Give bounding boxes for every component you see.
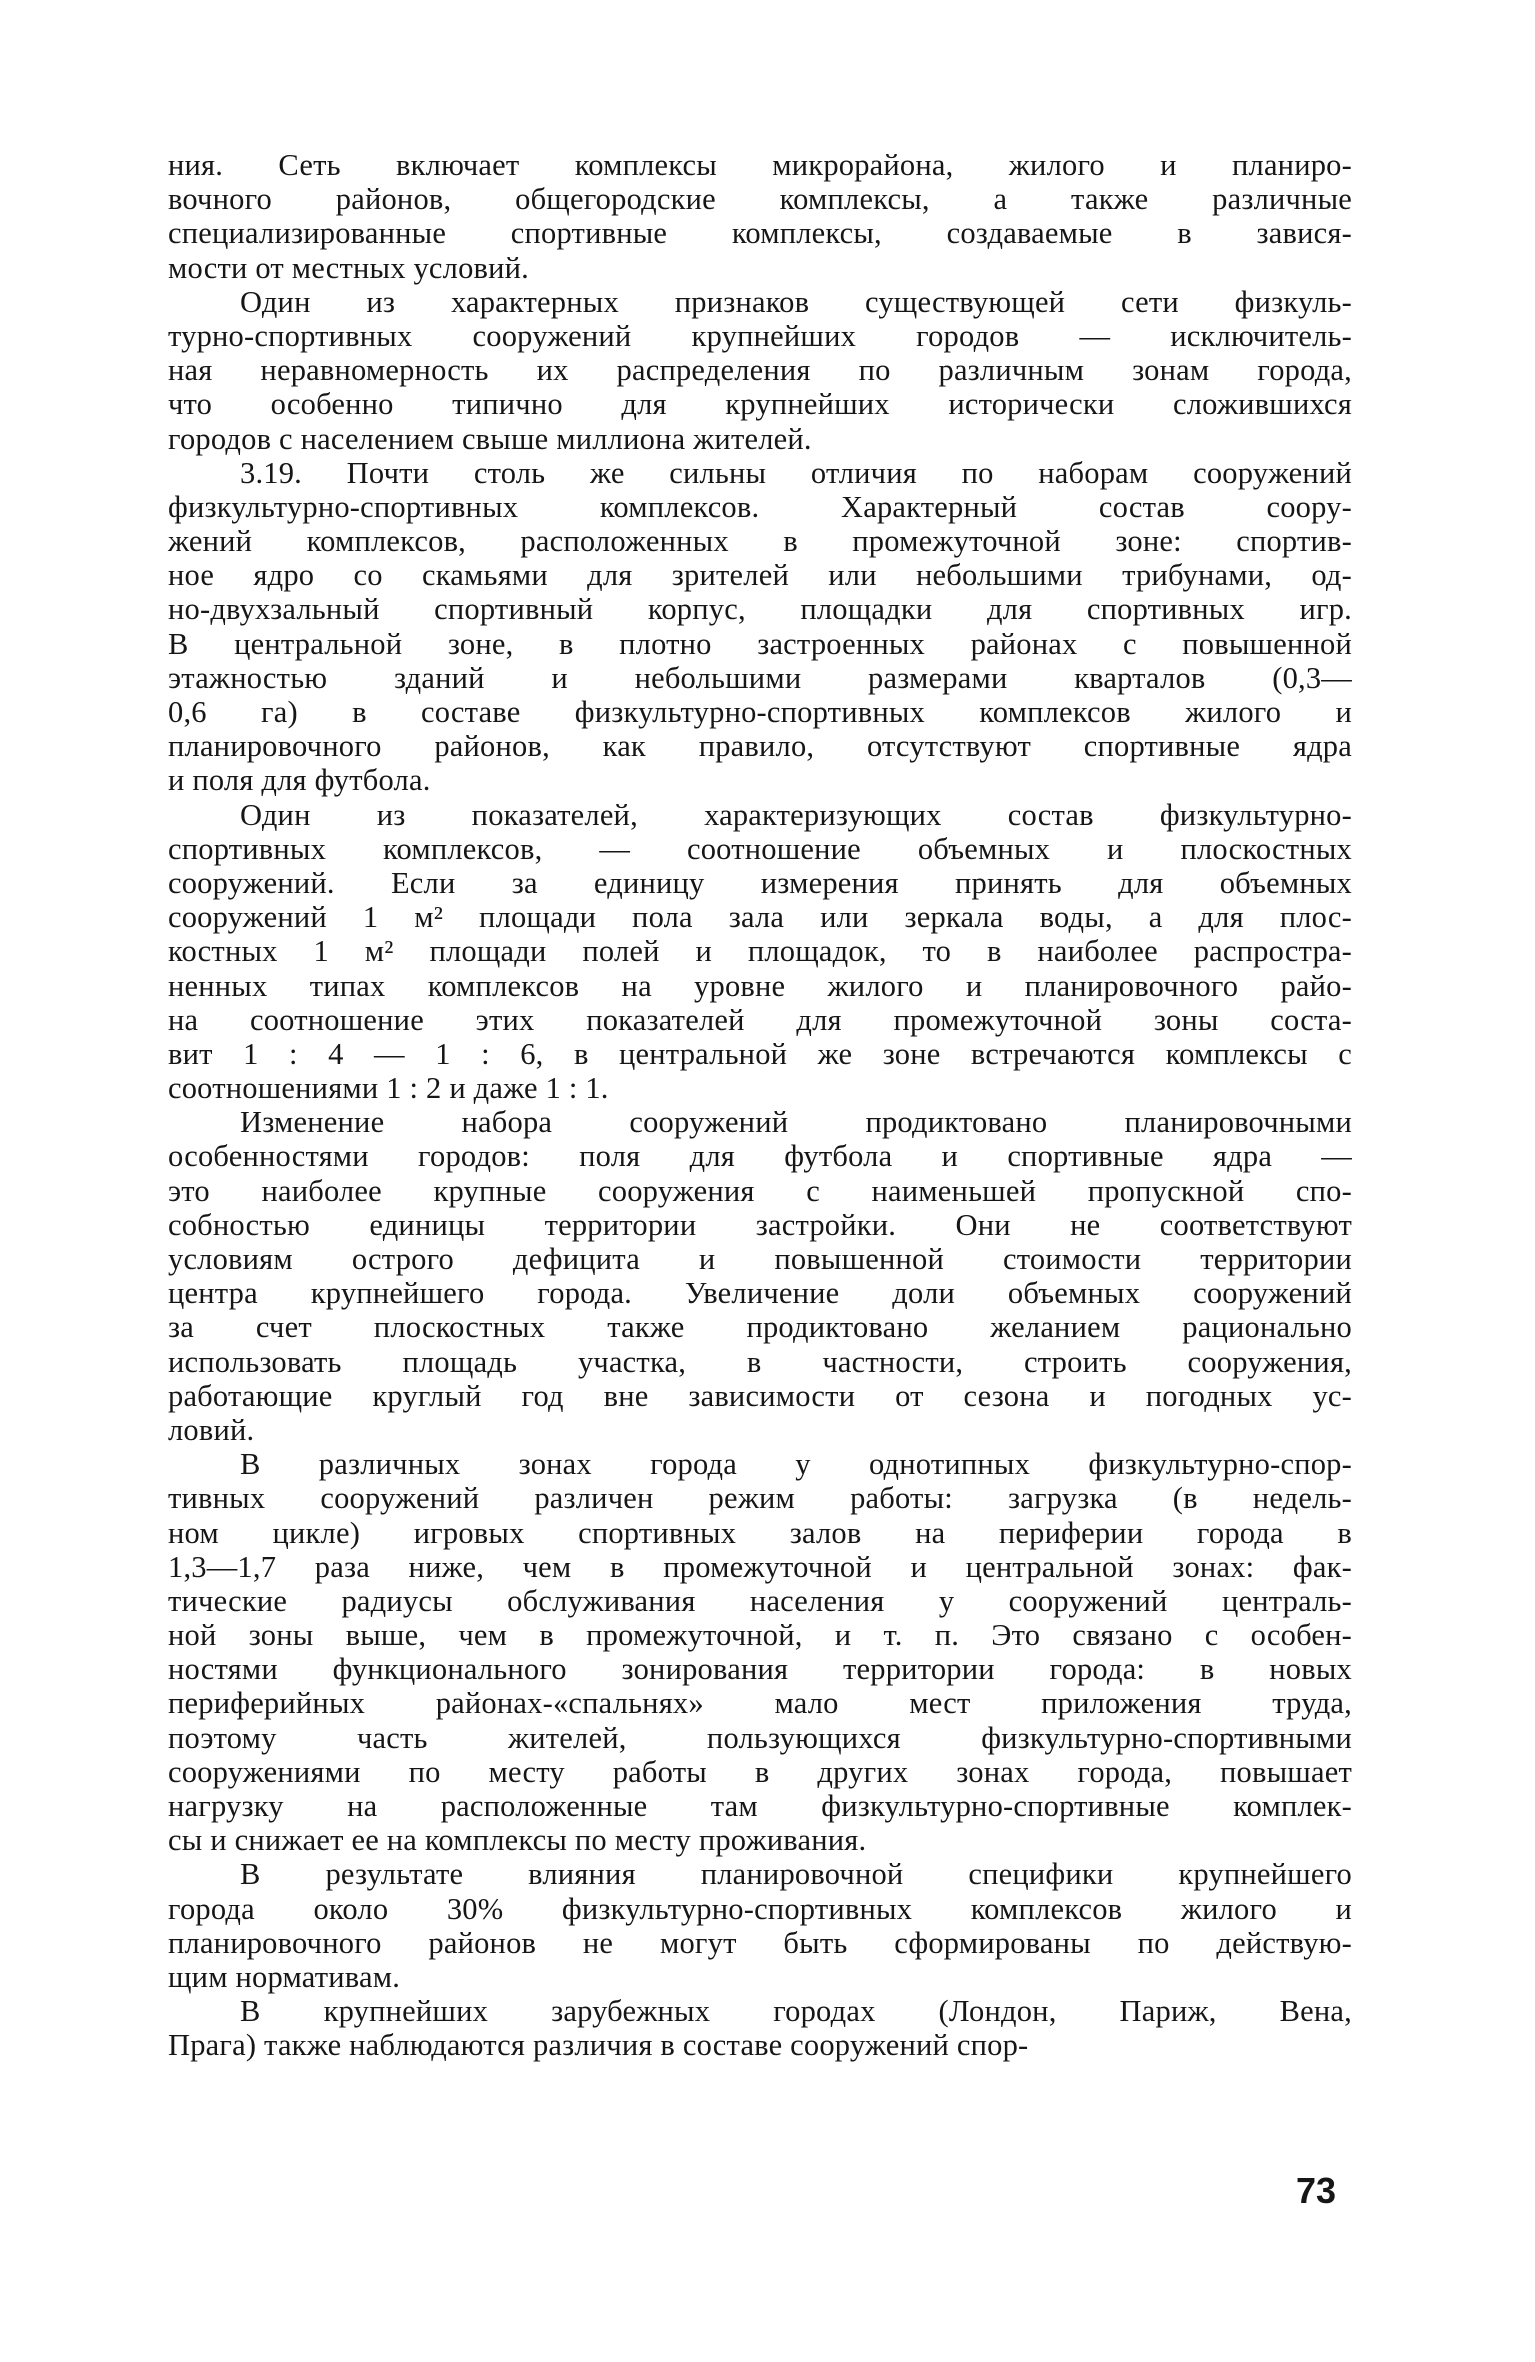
text-line: В результате влияния планировочной специфики крупнейшего <box>240 1857 1352 1892</box>
text-line: этажностью зданий и небольшими размерами кварталов (0,3— <box>168 660 1352 695</box>
paragraph <box>168 148 1352 285</box>
text-line: спортивных комплексов, — соотношение объемных и плоскостных <box>168 831 1352 866</box>
text-line: В различных зонах города у однотипных физкультурно-спор- <box>240 1447 1352 1482</box>
text-line: ностями функционального зонирования территории города: в новых <box>168 1652 1352 1687</box>
text-line: соотношениями 1 : 2 и даже 1 : 1. <box>168 1071 609 1106</box>
text-line: В крупнейших зарубежных городах (Лондон, Париж, Вена, <box>240 1994 1352 2029</box>
text-line: условиям острого дефицита и повышенной стоимости территории <box>168 1242 1352 1276</box>
text-line: ненных типах комплексов на уровне жилого и планировочного райо- <box>168 968 1352 1003</box>
paragraph <box>168 1994 1352 2062</box>
text-line: Прага) также наблюдаются различия в составе сооружений спор- <box>168 2028 1029 2063</box>
text-line: нагрузку на расположенные там физкультурно-спортивные комплек- <box>168 1789 1352 1823</box>
text-line: ния. Сеть включает комплексы микрорайона, жилого и планиро- <box>168 148 1352 182</box>
text-line: ная неравномерность их распределения по различным зонам города, <box>168 353 1352 388</box>
text-line: сооружениями по месту работы в других зонах города, повышает <box>168 1754 1352 1789</box>
text-line: на соотношение этих показателей для промежуточной зоны соста- <box>168 1002 1352 1037</box>
text-line: города около 30% физкультурно-спортивных комплексов жилого и <box>168 1891 1352 1926</box>
text-line: сооружений. Если за единицу измерения принять для объемных <box>168 865 1352 900</box>
text-line: турно-спортивных сооружений крупнейших городов — исключитель- <box>168 318 1352 353</box>
text-line: это наиболее крупные сооружения с наименьшей пропускной спо- <box>168 1173 1352 1208</box>
text-line: работающие круглый год вне зависимости от сезона и погодных ус- <box>168 1378 1352 1413</box>
text-line: 1,3—1,7 раза ниже, чем в промежуточной и центральной зонах: фак- <box>168 1549 1352 1584</box>
text-line: планировочного районов не могут быть сформированы по действую- <box>168 1925 1352 1960</box>
text-line: ной зоны выше, чем в промежуточной, и т. п. Это связано с особен- <box>168 1618 1352 1653</box>
text-line: 3.19. Почти столь же сильны отличия по наборам сооружений <box>240 455 1352 490</box>
text-line: В центральной зоне, в плотно застроенных районах с повышенной <box>168 626 1352 661</box>
text-line: Один из показателей, характеризующих состав физкультурно- <box>240 797 1352 832</box>
text-line: вит 1 : 4 — 1 : 6, в центральной же зоне встречаются комплексы с <box>168 1036 1352 1071</box>
paragraph <box>168 1105 1352 1447</box>
text-line: городов с населением свыше миллиона жителей. <box>168 421 812 456</box>
text-line: собностью единицы территории застройки. Они не соответствуют <box>168 1207 1352 1242</box>
text-line: специализированные спортивные комплексы, создаваемые в завися- <box>168 216 1352 251</box>
page-number: 73 <box>1296 2170 1337 2211</box>
text-line: костных 1 м² площади полей и площадок, то в наиболее распростра- <box>168 934 1352 969</box>
paragraph <box>168 1447 1352 1857</box>
text-line: планировочного районов, как правило, отсутствуют спортивные ядра <box>168 729 1352 764</box>
text-line: Изменение набора сооружений продиктовано планировочными <box>240 1105 1352 1140</box>
text-line: жений комплексов, расположенных в промежуточной зоне: спортив- <box>168 524 1352 559</box>
paragraph <box>168 285 1352 456</box>
text-line: сооружений 1 м² площади пола зала или зеркала воды, а для плос- <box>168 900 1352 935</box>
text-line: щим нормативам. <box>168 1959 401 1994</box>
text-line: ном цикле) игровых спортивных залов на периферии города в <box>168 1515 1352 1550</box>
text-line: вочного районов, общегородские комплексы, а также различные <box>168 182 1352 217</box>
text-line: использовать площадь участка, в частности, строить сооружения, <box>168 1344 1352 1379</box>
paragraph <box>168 456 1352 798</box>
text-line: сы и снижает ее на комплексы по месту проживания. <box>168 1823 867 1858</box>
text-line: и поля для футбола. <box>168 763 431 798</box>
text-line: центра крупнейшего города. Увеличение доли объемных сооружений <box>168 1276 1352 1311</box>
text-line: что особенно типично для крупнейших исторически сложившихся <box>168 387 1352 422</box>
text-line: ное ядро со скамьями для зрителей или небольшими трибунами, од- <box>168 558 1352 593</box>
text-line: тивных сооружений различен режим работы: загрузка (в недель- <box>168 1481 1352 1516</box>
paragraph <box>168 1857 1352 1994</box>
text-line: за счет плоскостных также продиктовано желанием рационально <box>168 1310 1352 1345</box>
text-line: Один из характерных признаков существующей сети физкуль- <box>240 284 1352 319</box>
text-line: ловий. <box>168 1412 255 1447</box>
text-line: особенностями городов: поля для футбола и спортивные ядра — <box>168 1139 1352 1174</box>
page-text <box>168 148 1352 2063</box>
text-line: но-двухзальный спортивный корпус, площадки для спортивных игр. <box>168 592 1352 627</box>
text-line: физкультурно-спортивных комплексов. Характерный состав соору- <box>168 489 1352 524</box>
text-line: мости от местных условий. <box>168 250 530 285</box>
paragraph <box>168 798 1352 1106</box>
text-line: поэтому часть жителей, пользующихся физкультурно-спортивными <box>168 1720 1352 1755</box>
text-line: периферийных районах-«спальнях» мало мест приложения труда, <box>168 1686 1352 1721</box>
text-line: 0,6 га) в составе физкультурно-спортивных комплексов жилого и <box>168 695 1352 729</box>
text-line: тические радиусы обслуживания населения у сооружений централь- <box>168 1583 1352 1618</box>
